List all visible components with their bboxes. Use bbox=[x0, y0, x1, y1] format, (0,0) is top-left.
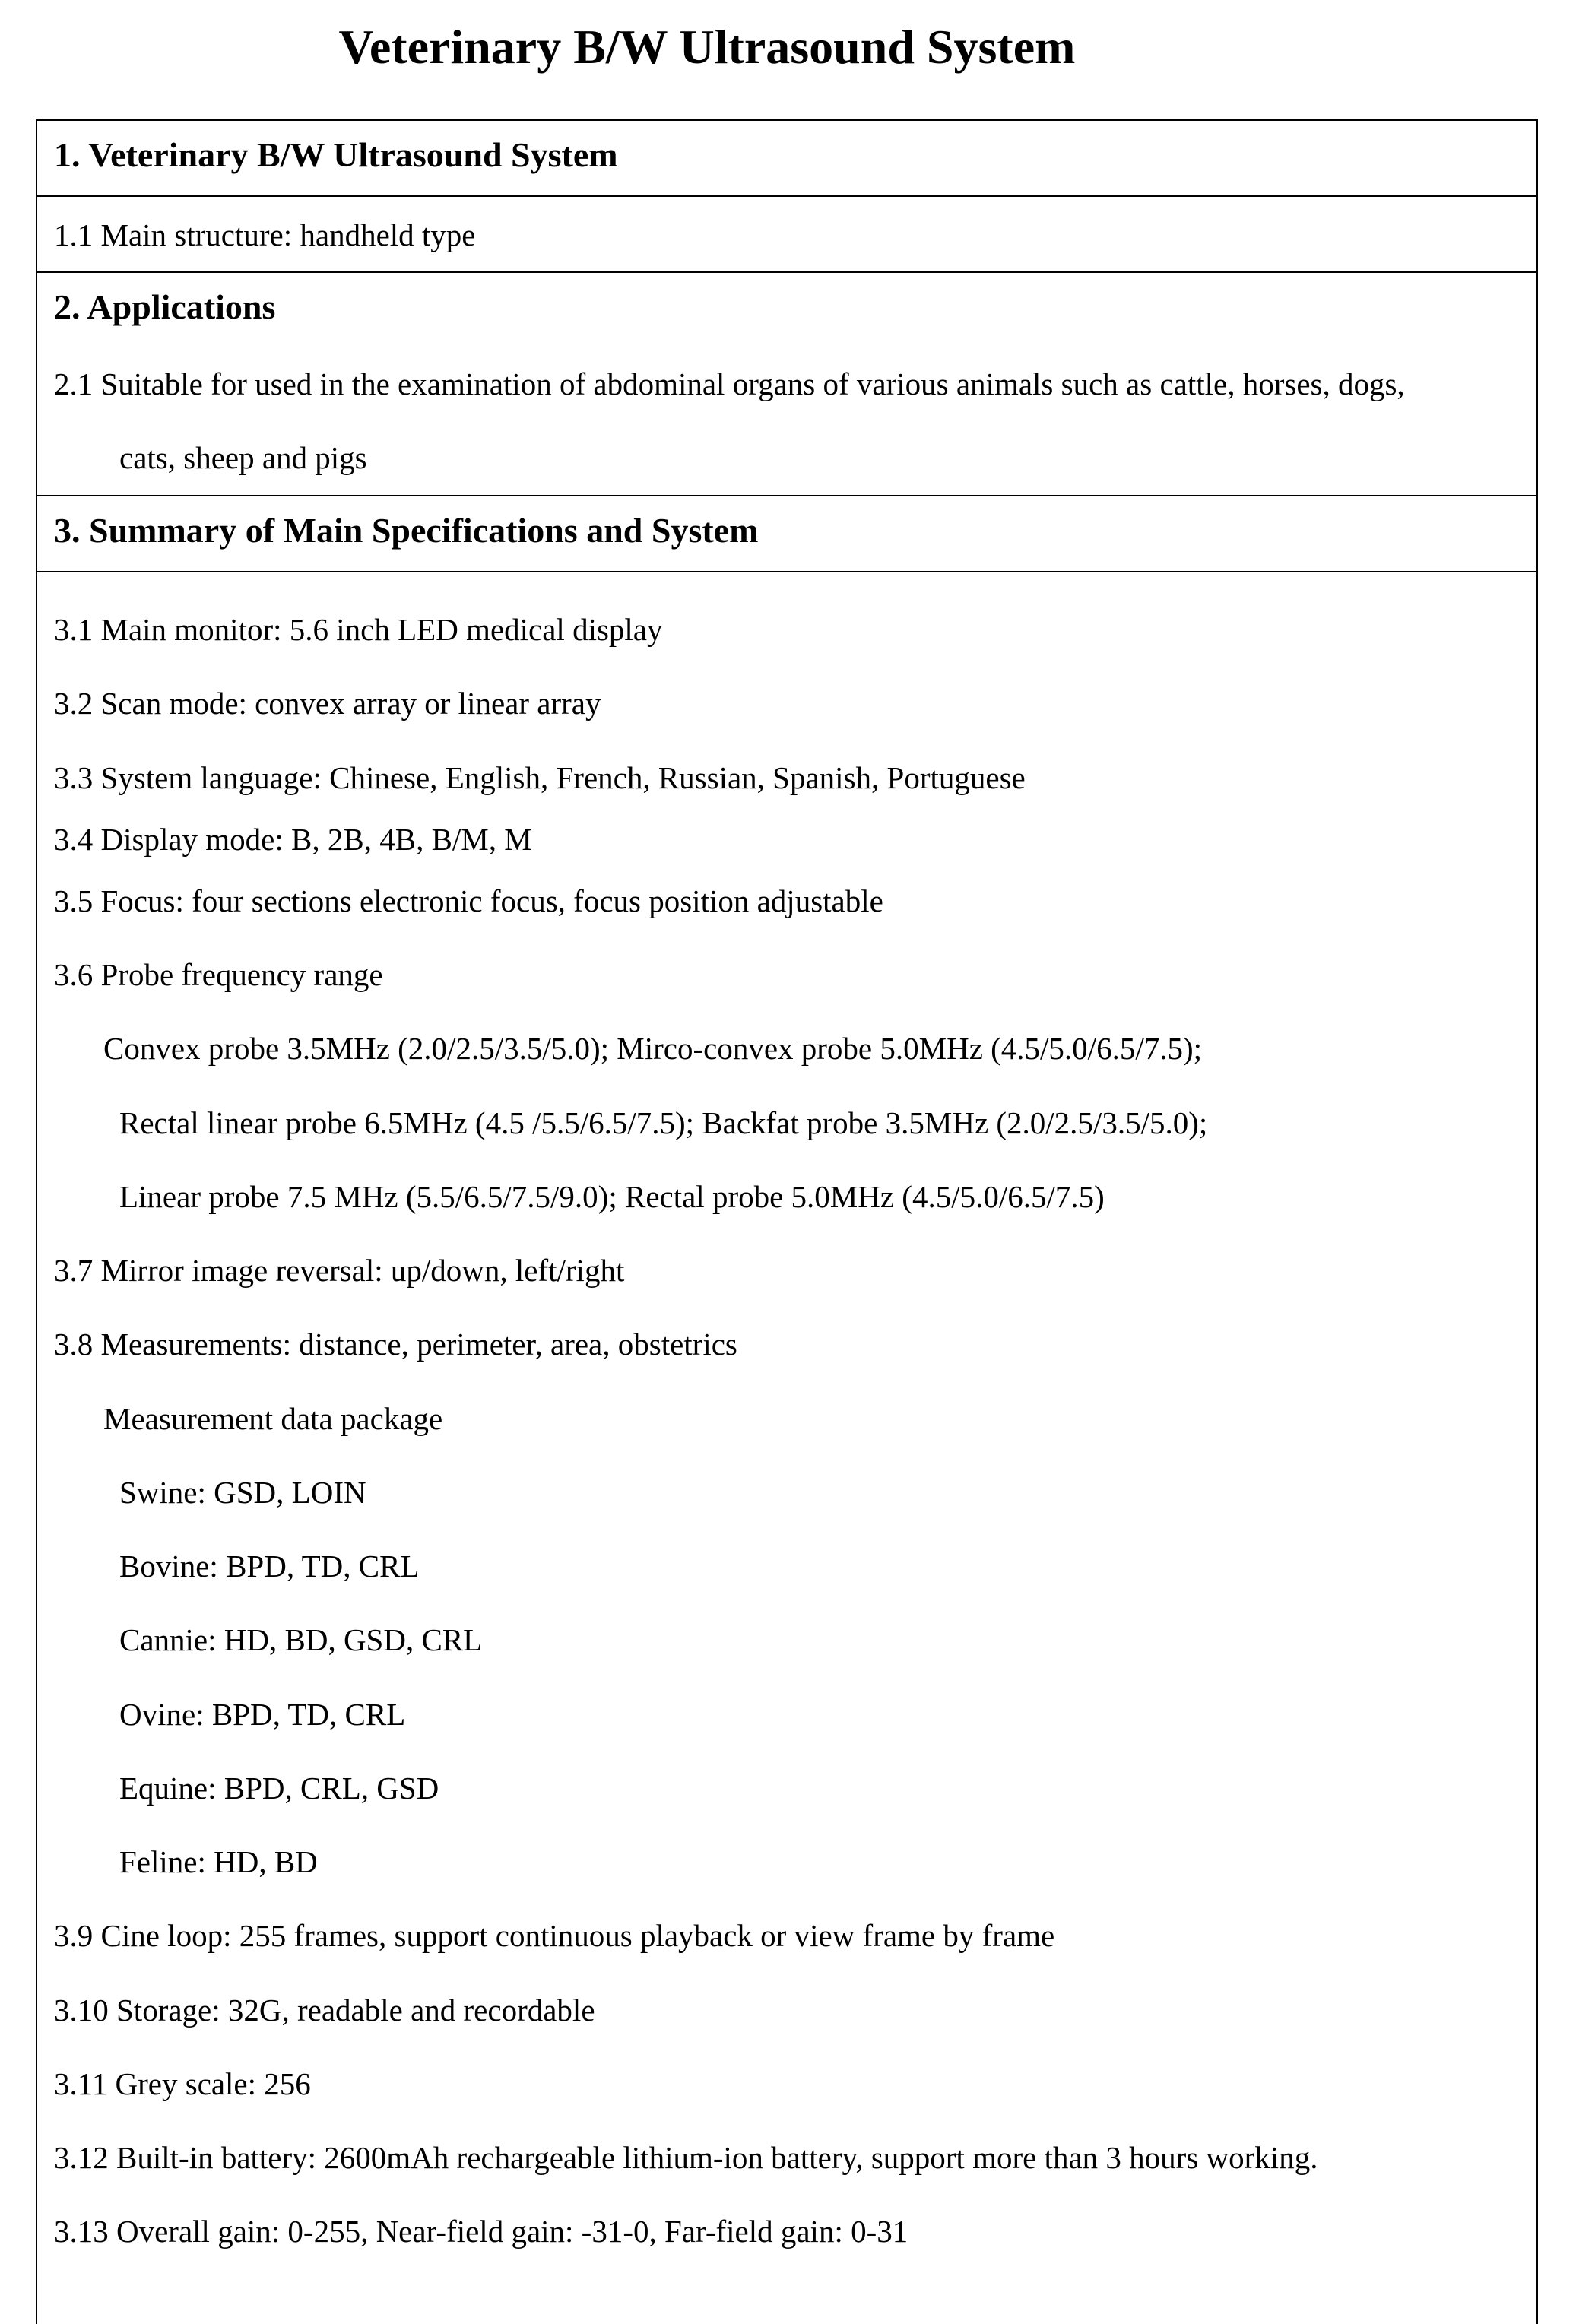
spec-line: 3.7 Mirror image reversal: up/down, left/right bbox=[54, 1253, 625, 1288]
spec-line: 3.10 Storage: 32G, readable and recordable bbox=[54, 1993, 595, 2028]
section-3-heading-row bbox=[37, 496, 1536, 572]
spec-line: cats, sheep and pigs bbox=[119, 440, 367, 475]
spec-line: Cannie: HD, BD, GSD, CRL bbox=[119, 1622, 483, 1657]
spec-line: 3.13 Overall gain: 0-255, Near-field gain: -31-0, Far-field gain: 0-31 bbox=[54, 2214, 908, 2249]
spec-line: Measurement data package bbox=[103, 1401, 443, 1436]
spec-line: Equine: BPD, CRL, GSD bbox=[119, 1771, 439, 1806]
spec-line: Convex probe 3.5MHz (2.0/2.5/3.5/5.0); Mirco-convex probe 5.0MHz (4.5/5.0/6.5/7.5); bbox=[103, 1031, 1203, 1066]
spec-line: 3.4 Display mode: B, 2B, 4B, B/M, M bbox=[54, 822, 532, 857]
spec-line: 3.9 Cine loop: 255 frames, support continuous playback or view frame by frame bbox=[54, 1918, 1055, 1953]
spec-line: 2.1 Suitable for used in the examination of abdominal organs of various animals such as cattle, horses, dogs, bbox=[54, 366, 1405, 401]
spec-line: 3.5 Focus: four sections electronic focus, focus position adjustable bbox=[54, 883, 883, 918]
section-1-heading-row bbox=[37, 121, 1536, 197]
spec-line: 3.12 Built-in battery: 2600mAh rechargeable lithium-ion battery, support more than 3 hours working. bbox=[54, 2140, 1318, 2175]
spec-line: 3.1 Main monitor: 5.6 inch LED medical display bbox=[54, 612, 663, 647]
spec-line: 3.3 System language: Chinese, English, French, Russian, Spanish, Portuguese bbox=[54, 760, 1026, 795]
spec-line: Swine: GSD, LOIN bbox=[119, 1475, 366, 1510]
section-3-content bbox=[37, 572, 1536, 2321]
document-title: Veterinary B/W Ultrasound System bbox=[338, 20, 1076, 74]
section-1-content-row bbox=[37, 197, 1536, 273]
section-1-heading: 1. Veterinary B/W Ultrasound System bbox=[54, 135, 618, 174]
spec-line: 1.1 Main structure: handheld type bbox=[54, 217, 476, 252]
spec-table bbox=[36, 119, 1538, 2324]
spec-line: 3.8 Measurements: distance, perimeter, area, obstetrics bbox=[54, 1327, 737, 1362]
spec-line: 3.2 Scan mode: convex array or linear array bbox=[54, 686, 601, 721]
spec-line: Bovine: BPD, TD, CRL bbox=[119, 1549, 420, 1584]
section-2-row bbox=[37, 273, 1536, 496]
spec-line: Ovine: BPD, TD, CRL bbox=[119, 1697, 406, 1732]
spec-line: Feline: HD, BD bbox=[119, 1844, 318, 1879]
spec-line: Rectal linear probe 6.5MHz (4.5 /5.5/6.5/7.5); Backfat probe 3.5MHz (2.0/2.5/3.5/5.0); bbox=[119, 1105, 1208, 1140]
section-3-heading: 3. Summary of Main Specifications and System bbox=[54, 511, 759, 550]
spec-line: 3.6 Probe frequency range bbox=[54, 957, 383, 992]
spec-line: Linear probe 7.5 MHz (5.5/6.5/7.5/9.0); Rectal probe 5.0MHz (4.5/5.0/6.5/7.5) bbox=[119, 1179, 1105, 1214]
spec-line: 3.11 Grey scale: 256 bbox=[54, 2066, 311, 2101]
section-2-heading: 2. Applications bbox=[54, 287, 276, 326]
